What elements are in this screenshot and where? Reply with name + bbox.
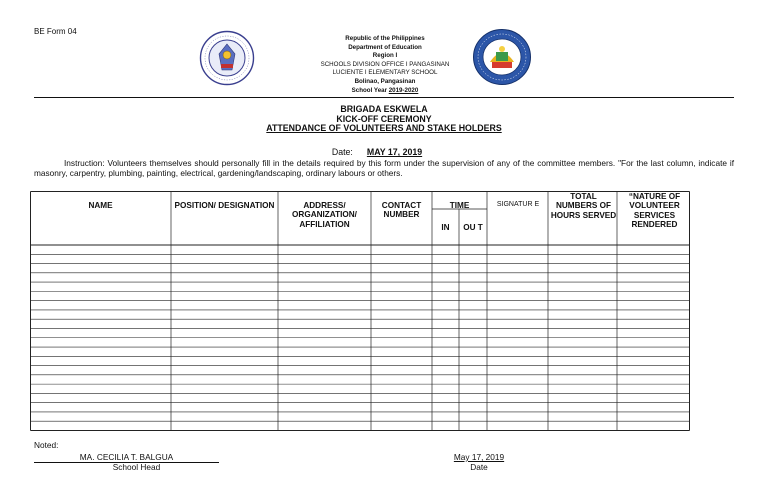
col-header-name: NAME — [88, 201, 113, 210]
col-header-hours: TOTAL NUMBERS OF HOURS SERVED — [550, 192, 617, 220]
date-line — [0, 147, 768, 157]
col-header-time-out: OU T — [463, 223, 483, 232]
deped-seal-logo — [199, 30, 255, 86]
noted-label: Noted: — [34, 440, 59, 450]
school-head-name: MA. CECILIA T. BALGUA — [34, 452, 219, 463]
col-header-time-in: IN — [441, 223, 450, 232]
letterhead-republic: Republic of the Philippines — [345, 35, 425, 42]
letterhead-division: SCHOOLS DIVISION OFFICE I PANGASINAN — [320, 60, 450, 68]
col-header-position: POSITION/ DESIGNATION — [174, 201, 275, 210]
title-brigada: BRIGADA ESKWELA — [340, 104, 428, 114]
signature-date-label: Date — [470, 462, 488, 472]
school-head-role: School Head — [112, 462, 161, 472]
date-value: MAY 17, 2019 — [366, 147, 423, 157]
header-divider — [34, 97, 734, 98]
col-header-nature: “NATURE OF VOLUNTEER SERVICES RENDERED — [628, 192, 681, 230]
letterhead-region: Region I — [372, 52, 398, 60]
instruction-text: Instruction: Volunteers themselves should personally fill in the details required by this form under the supervision of any of the committee members. "For the last column, indicate if masonry, carpentry, plumbing, painting, electrical, gardening/landscaping, ordinary labours or others. — [34, 158, 734, 179]
signature-date-value: May 17, 2019 — [453, 452, 505, 462]
col-header-address: ADDRESS/ ORGANIZATION/ AFFILIATION — [292, 201, 357, 229]
letterhead-department: Department of Education — [348, 43, 422, 51]
col-header-signature: SIGNATUR E — [496, 201, 540, 208]
title-attendance: ATTENDANCE OF VOLUNTEERS AND STAKE HOLDERS — [266, 123, 502, 134]
letterhead-school: LUCIENTE I ELEMENTARY SCHOOL — [332, 69, 438, 77]
col-header-contact: CONTACT NUMBER — [381, 201, 422, 220]
date-label: Date: — [331, 147, 353, 157]
letterhead-address: Bolinao, Pangasinan — [354, 77, 416, 85]
form-number: BE Form 04 — [34, 27, 77, 36]
form-titles — [0, 105, 768, 134]
col-header-time: TIME — [449, 201, 470, 210]
school-year-label: School Year — [351, 86, 387, 94]
school-year-value: 2019-2020 — [388, 86, 419, 94]
letterhead-school-year — [260, 87, 510, 96]
title-kickoff: KICK-OFF CEREMONY — [336, 113, 432, 124]
division-seal-logo — [472, 28, 532, 86]
attendance-table — [30, 191, 690, 431]
